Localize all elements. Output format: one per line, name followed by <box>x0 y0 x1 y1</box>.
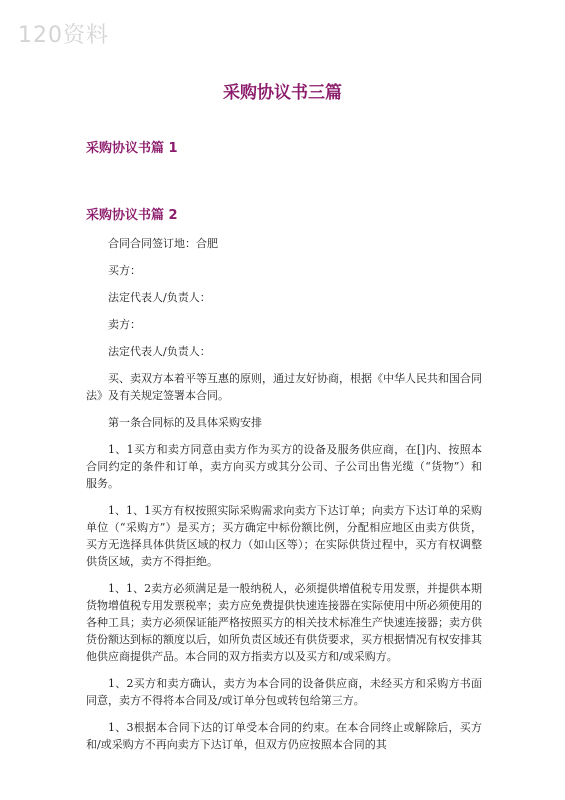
signing-place: 合同合同签订地：合肥 <box>108 237 218 250</box>
buyer-line: 买方： <box>108 264 141 277</box>
section-heading-2: 采购协议书篇 2 <box>86 208 178 223</box>
document-body <box>86 235 482 763</box>
buyer-representative-line: 法定代表人/负责人： <box>108 291 211 304</box>
seller-representative-line: 法定代表人/负责人： <box>108 345 211 358</box>
seller-line: 卖方： <box>108 318 141 331</box>
clause-1-1-2: 1、1、2卖方必须满足是一般纳税人，必须提供增值税专用发票，并提供本期货物增值税专用发票税率；卖方应免费提供快速连接器在实际使用中所必须使用的各种工具；卖方必须保证能严格按照买方的相关技术标准生产快速连接器；卖方供货份额达到标的额度以后，如所负责区域还有供货要求，买方根据情况有权安排其他供应商提供产品。本合同的双方指卖方以及买方和/或采购方。 <box>86 582 482 663</box>
watermark: 120资料 <box>18 23 109 48</box>
article-1-heading: 第一条合同标的及具体采购安排 <box>108 416 262 429</box>
clause-1-1: 1、1买方和卖方同意由卖方作为买方的设备及服务供应商，在[]内、按照本合同约定的条件和订单，卖方向买方或其分公司、子公司出售光缆（“货物”）和服务。 <box>86 443 482 490</box>
document-title: 采购协议书三篇 <box>223 83 342 103</box>
clause-1-3: 1、3根据本合同下达的订单受本合同的约束。在本合同终止或解除后，买方和/或采购方不再向卖方下达订单，但双方仍应按照本合同的其 <box>86 721 482 751</box>
preamble-paragraph: 买、卖双方本着平等互惠的原则，通过友好协商，根据《中华人民共和国合同法》及有关规定签署本合同。 <box>86 372 482 402</box>
clause-1-2: 1、2买方和卖方确认，卖方为本合同的设备供应商，未经买方和采购方书面同意，卖方不得将本合同及/或订单分包或转包给第三方。 <box>86 677 482 707</box>
clause-1-1-1: 1、1、1买方有权按照实际采购需求向卖方下达订单；向卖方下达订单的采购单位（“采购方”）是买方；买方确定中标份额比例，分配相应地区由卖方供货，买方无选择具体供货区域的权力（如山区等）；在实际供货过程中，买方有权调整供货区域，卖方不得拒绝。 <box>86 504 482 568</box>
section-heading-1: 采购协议书篇 1 <box>86 141 178 156</box>
